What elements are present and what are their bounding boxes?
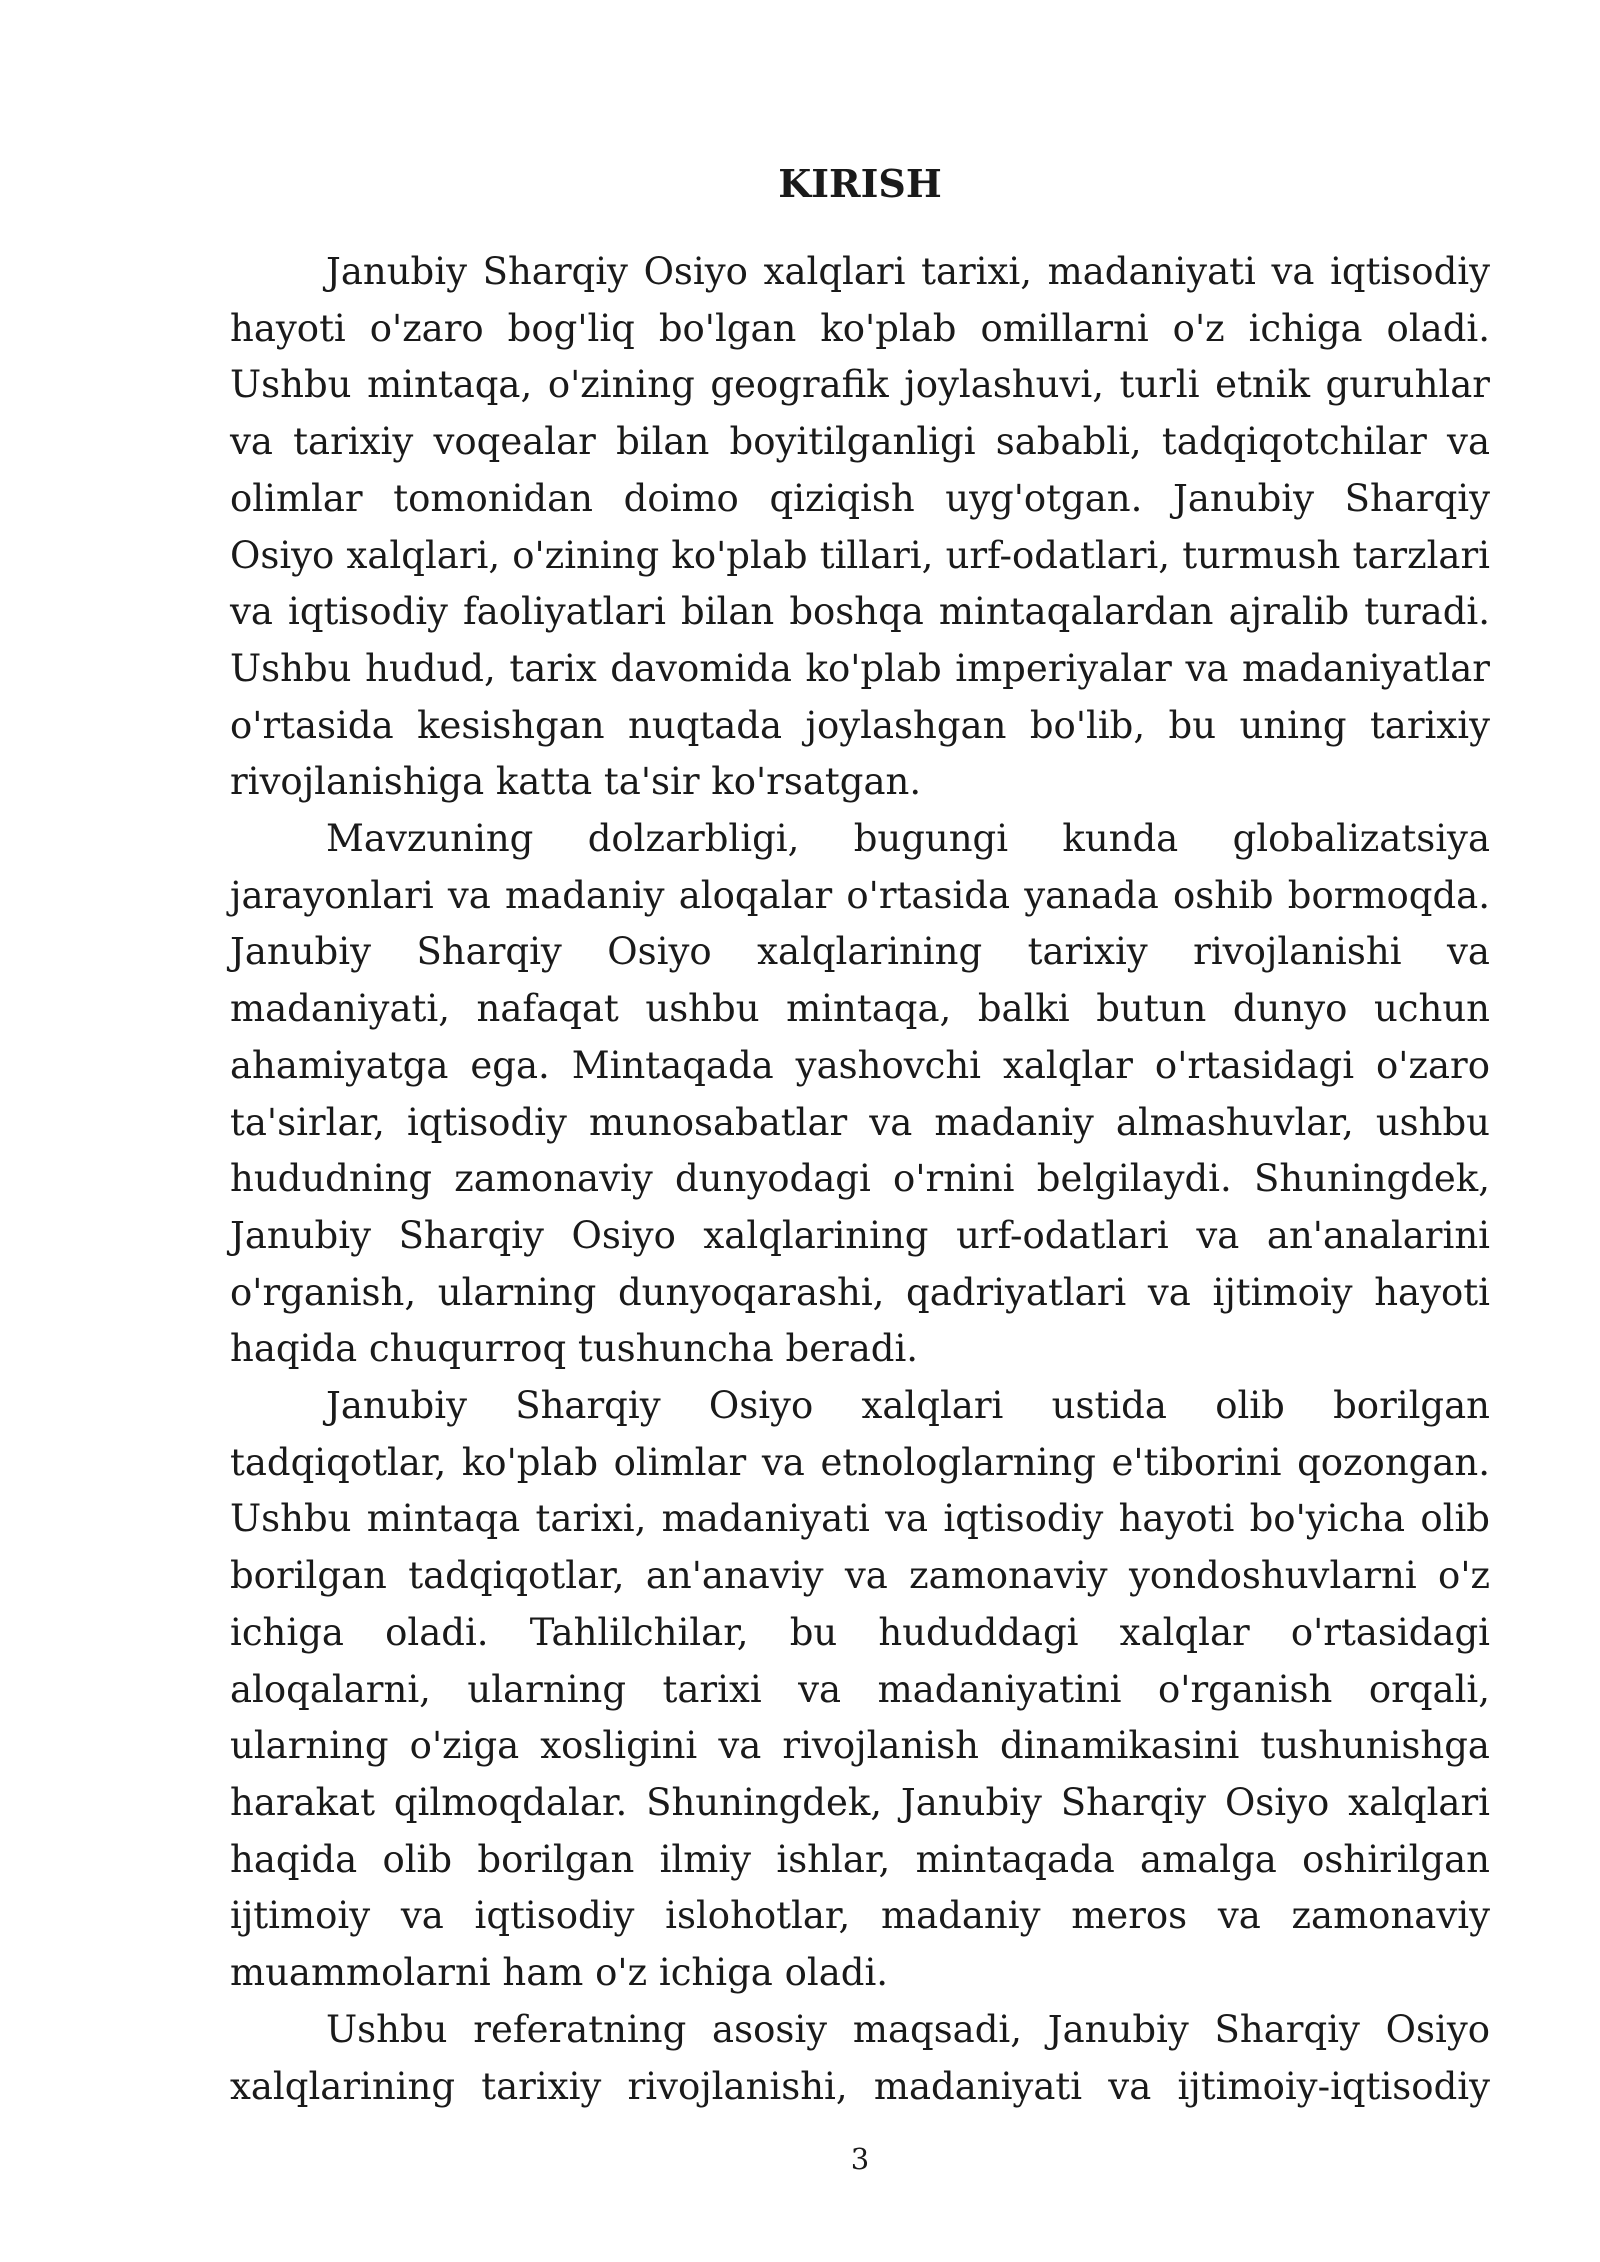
paragraph-relevance: Mavzuning dolzarbligi, bugungi kunda globalizatsiya jarayonlari va madaniy aloqalar o'rtasida yanada oshib bormoqda. Janubiy Sharqiy Osiyo xalqlarining tarixiy rivojlanishi va madaniyati, nafaqat ushbu mintaqa, balki butun dunyo uchun ahamiyatga ega. Mintaqada yashovchi xalqlar o'rtasidagi o'zaro ta'sirlar, iqtisodiy munosabatlar va madaniy almashuvlar, ushbu hududning zamonaviy dunyodagi o'rnini belgilaydi. Shuningdek, Janubiy Sharqiy Osiyo xalqlarining urf-odatlari va an'analarini o'rganish, ularning dunyoqarashi, qadriyatlari va ijtimoiy hayoti haqida chuqurroq tushuncha beradi. — [230, 817, 1490, 1371]
page-number: 3 — [850, 2142, 870, 2176]
document-body — [230, 244, 1490, 2115]
page-title: KIRISH — [778, 161, 942, 206]
paragraph-introduction: Janubiy Sharqiy Osiyo xalqlari tarixi, madaniyati va iqtisodiy hayoti o'zaro bog'liq bo'lgan ko'plab omillarni o'z ichiga oladi. Ushbu mintaqa, o'zining geografik joylashuvi, turli etnik guruhlar va tarixiy voqealar bilan boyitilganligi sababli, tadqiqotchilar va olimlar tomonidan doimo qiziqish uyg'otgan. Janubiy Sharqiy Osiyo xalqlari, o'zining ko'plab tillari, urf-odatlari, turmush tarzlari va iqtisodiy faoliyatlari bilan boshqa mintaqalardan ajralib turadi. Ushbu hudud, tarix davomida ko'plab imperiyalar va madaniyatlar o'rtasida kesishgan nuqtada joylashgan bo'lib, bu uning tarixiy rivojlanishiga katta ta'sir ko'rsatgan. — [230, 250, 1490, 804]
paragraph-goal: Ushbu referatning asosiy maqsadi, Janubiy Sharqiy Osiyo xalqlarining tarixiy rivojlanishi, madaniyati va ijtimoiy-iqtisodiy — [230, 2007, 1490, 2108]
paragraph-research: Janubiy Sharqiy Osiyo xalqlari ustida olib borilgan tadqiqotlar, ko'plab olimlar va etnologlarning e'tiborini qozongan. Ushbu mintaqa tarixi, madaniyati va iqtisodiy hayoti bo'yicha olib borilgan tadqiqotlar, an'anaviy va zamonaviy yondoshuvlarni o'z ichiga oladi. Tahlilchilar, bu hududdagi xalqlar o'rtasidagi aloqalarni, ularning tarixi va madaniyatini o'rganish orqali, ularning o'ziga xosligini va rivojlanish dinamikasini tushunishga harakat qilmoqdalar. Shuningdek, Janubiy Sharqiy Osiyo xalqlari haqida olib borilgan ilmiy ishlar, mintaqada amalga oshirilgan ijtimoiy va iqtisodiy islohotlar, madaniy meros va zamonaviy muammolarni ham o'z ichiga oladi. — [230, 1384, 1490, 1995]
